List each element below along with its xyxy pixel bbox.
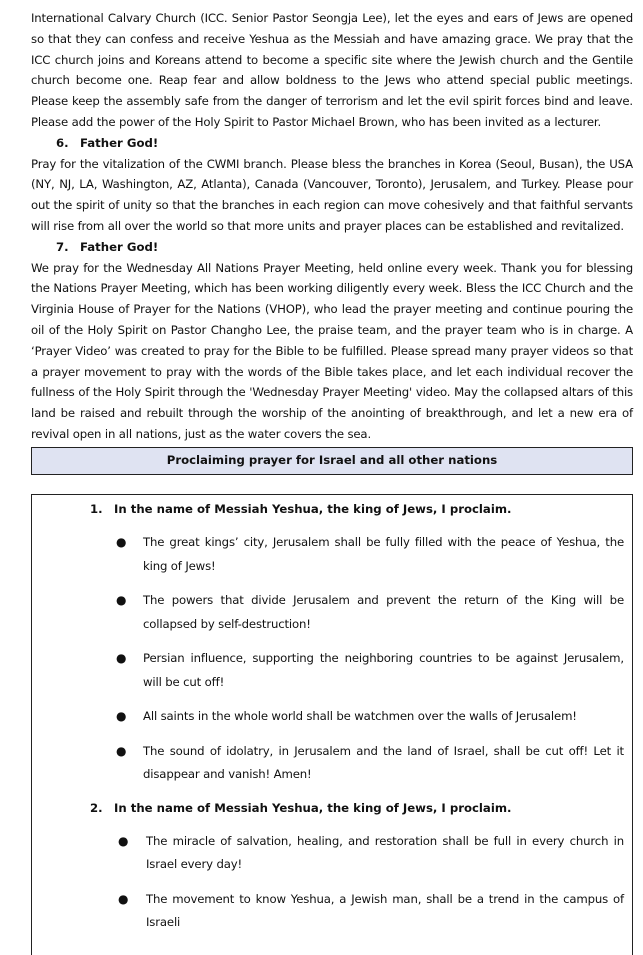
intro-paragraph: International Calvary Church (ICC. Senior Pastor Seongja Lee), let the eyes and ears of Jews are opened so that they can confess and receive Yeshua as the Messiah and have amazing grace. We pray that the ICC church joins and Koreans attend to become a specific site where the Jewish church and the Gentile church become one. Reap fear and allow boldness to the Jews who attend special public meetings. Please keep the assembly safe from the danger of terrorism and let the evil spirit forces bind and leave. Please add the power of the Holy Spirit to Pastor Michael Brown, who has been invited as a lecturer. — [31, 11, 633, 129]
proclamation-heading-1 — [32, 499, 632, 519]
list-item — [32, 705, 624, 729]
list-item — [32, 531, 624, 578]
proclamation-list-1 — [32, 531, 624, 787]
bullet-icon: ● — [116, 651, 127, 665]
list-item-text: All saints in the whole world shall be watchmen over the walls of Jerusalem! — [143, 709, 577, 723]
proclamation-list-2 — [32, 830, 624, 935]
section-heading-6 — [31, 133, 633, 154]
section-body-6: Pray for the vitalization of the CWMI branch. Please bless the branches in Korea (Seoul, Busan), the USA (NY, NJ, LA, Washington, AZ, Atlanta), Canada (Vancouver, Toronto), Jerusalem, and Turkey. Please pour out the spirit of unity so that the branches in each region can move cohesively and that faithful servants will rise from all over the world so that more units and prayer places can be established and revitalized. — [31, 156, 633, 233]
proclamation-title: In the name of Messiah Yeshua, the king of Jews, I proclaim. — [114, 800, 512, 815]
bullet-icon: ● — [118, 891, 129, 906]
list-item-text: The sound of idolatry, in Jerusalem and the land of Israel, shall be cut off! Let it disappear and vanish! Amen! — [143, 743, 624, 781]
list-item — [32, 589, 624, 636]
proclamation-number: 1. — [90, 502, 103, 516]
list-item — [32, 647, 624, 694]
section-title: Father God! — [80, 135, 159, 150]
section-number: 7. — [56, 239, 69, 254]
list-item — [32, 830, 624, 877]
bullet-icon: ● — [116, 535, 127, 549]
section-title: Father God! — [80, 239, 159, 254]
section-number: 6. — [56, 135, 69, 150]
list-item-text: The powers that divide Jerusalem and prevent the return of the King will be collapsed by self-destruction! — [143, 593, 624, 631]
list-item-text: The great kings’ city, Jerusalem shall be fully filled with the peace of Yeshua, the king of Jews! — [143, 535, 624, 573]
proclamation-box — [31, 494, 633, 955]
bullet-icon: ● — [116, 593, 127, 607]
bullet-icon: ● — [116, 709, 127, 723]
section-body-7: We pray for the Wednesday All Nations Prayer Meeting, held online every week. Thank you for blessing the Nations Prayer Meeting, which has been working diligently every week. Bless the ICC Church and the Virginia House of Prayer for the Nations (VHOP), who lead the prayer meeting and continue pouring the oil of the Holy Spirit on Pastor Changho Lee, the praise team, and the prayer team who is in charge. A ‘Prayer Video’ was created to pray for the Bible to be fulfilled. Please spread many prayer videos so that a prayer movement to pray with the words of the Bible takes place, and let each individual recover the fullness of the Holy Spirit through the 'Wednesday Prayer Meeting' video. May the collapsed altars of this land be raised and rebuilt through the worship of the anointing of breakthrough, and let a new era of revival open in all nations, just as the water covers the sea. — [31, 260, 633, 441]
list-item-text: The miracle of salvation, healing, and restoration shall be full in every church in Israel every day! — [146, 833, 624, 871]
list-item-text: The movement to know Yeshua, a Jewish man, shall be a trend in the campus of Israeli — [146, 891, 624, 929]
proclamation-title: In the name of Messiah Yeshua, the king of Jews, I proclaim. — [114, 502, 512, 516]
section-heading-7 — [31, 237, 633, 258]
proclamation-heading-2 — [32, 798, 632, 818]
list-item — [32, 740, 624, 787]
bullet-icon: ● — [118, 833, 129, 848]
list-item-text: Persian influence, supporting the neighboring countries to be against Jerusalem, will be cut off! — [143, 651, 624, 689]
proclamation-number: 2. — [90, 800, 103, 815]
document-body — [31, 8, 633, 475]
proclamation-banner: Proclaiming prayer for Israel and all other nations — [31, 447, 633, 475]
list-item — [32, 888, 624, 935]
bullet-icon: ● — [116, 743, 127, 758]
